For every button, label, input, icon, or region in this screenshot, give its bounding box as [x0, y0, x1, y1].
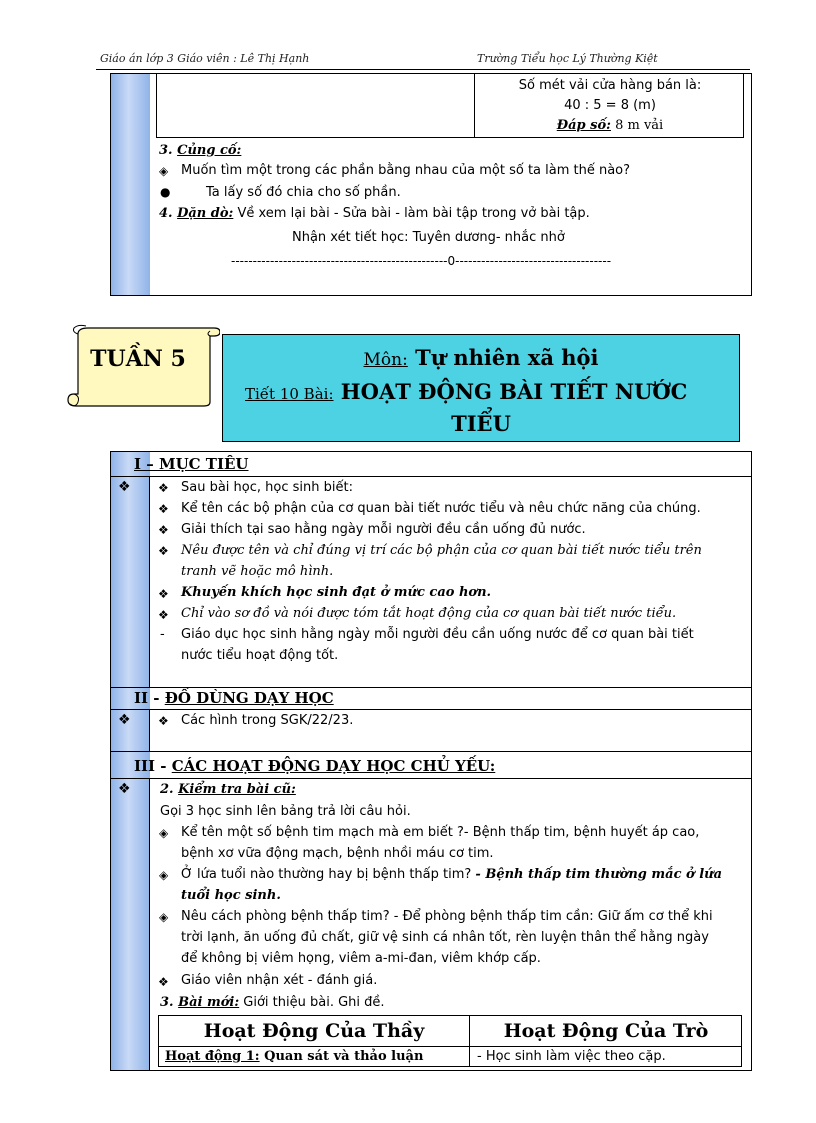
diamond-outline-icon: ◈ [159, 164, 169, 178]
objective-intro: Sau bài học, học sinh biết: [181, 480, 353, 495]
section-3-title: III - CÁC HOẠT ĐỘNG DẠY HỌC CHỦ YẾU: [134, 757, 496, 775]
lesson-title-box [222, 334, 740, 442]
remark-line: Nhận xét tiết học: Tuyên dương- nhắc nhở [292, 230, 565, 245]
header-left: Giáo án lớp 3 Giáo viên : Lê Thị Hạnh [100, 52, 310, 65]
subject-line: Môn: Tự nhiên xã hội [363, 345, 599, 370]
review-intro: Gọi 3 học sinh lên bảng trả lời câu hỏi. [160, 804, 411, 819]
cung-co-question: Muốn tìm một trong các phần bằng nhau của một số ta làm thế nào? [181, 163, 631, 178]
diamond-outline-icon: ◈ [159, 910, 169, 924]
review-heading: 2. Kiểm tra bài cũ: [160, 782, 296, 797]
review-q1-cont: bệnh xơ vữa động mạch, bệnh nhồi máu cơ tim. [181, 846, 494, 861]
four-diamond-icon: ❖ [158, 502, 169, 516]
diamond-outline-icon: ◈ [159, 868, 169, 882]
four-diamond-icon: ❖ [118, 479, 131, 495]
lesson-line-2: TIỂU [451, 411, 511, 436]
activity-1-student: - Học sinh làm việc theo cặp. [477, 1049, 666, 1064]
teacher-evaluation: Giáo viên nhận xét - đánh giá. [181, 973, 378, 988]
teacher-activity-header: Hoạt Động Của Thầy [203, 1020, 425, 1042]
activities-table [158, 1015, 742, 1067]
materials-item: Các hình trong SGK/22/23. [181, 713, 354, 728]
four-diamond-icon: ❖ [158, 587, 169, 601]
calc-line-1: Số mét vải cửa hàng bán là: [518, 78, 702, 93]
four-diamond-icon: ❖ [158, 975, 169, 989]
review-q1: Kể tên một số bệnh tim mạch mà em biết ?- Bệnh thấp tim, bệnh huyết áp cao, [181, 825, 700, 840]
four-diamond-icon: ❖ [158, 714, 169, 728]
objective-5: Giáo dục học sinh hằng ngày mỗi người đều cần uống nước để cơ quan bài tiết [181, 627, 694, 642]
dash-icon: - [160, 627, 165, 642]
review-q2: Ở lứa tuổi nào thường hay bị bệnh thấp tim? - Bệnh thấp tim thường mắc ở lứa [181, 867, 723, 882]
bullet-icon: ● [160, 185, 171, 199]
review-q3-cont: trời lạnh, ăn uống đủ chất, giữ vệ sinh cá nhân tốt, rèn luyện thân thể hằng ngày [181, 930, 709, 945]
dan-do-line: 4. Dặn dò: Về xem lại bài - Sửa bài - làm bài tập trong vở bài tập. [159, 206, 590, 221]
student-activity-header: Hoạt Động Của Trò [503, 1020, 709, 1042]
cung-co-heading: 3. Củng cố: [159, 143, 242, 158]
objective-4: Chỉ vào sơ đồ và nói được tóm tắt hoạt động của cơ quan bài tiết nước tiểu. [181, 606, 677, 621]
answer-value: 8 m vải [610, 118, 664, 133]
four-diamond-icon: ❖ [158, 544, 169, 558]
cung-co-answer: Ta lấy số đó chia cho số phần. [206, 185, 401, 200]
week-label: TUẦN 5 [90, 346, 186, 372]
objective-advanced: Khuyến khích học sinh đạt ở mức cao hơn. [181, 585, 492, 600]
four-diamond-icon: ❖ [158, 608, 169, 622]
header-rule [96, 69, 750, 70]
section-1-title: I – MỤC TIÊU [134, 455, 249, 473]
diamond-outline-icon: ◈ [159, 826, 169, 840]
answer-line [476, 118, 744, 133]
four-diamond-icon: ❖ [158, 481, 169, 495]
section-2-title: II - ĐỒ DÙNG DẠY HỌC [134, 689, 334, 707]
objective-5-cont: nước tiểu hoạt động tốt. [181, 648, 339, 663]
separator-line: --------------------------------------------------0------------------------------------ [231, 254, 612, 268]
activity-1-teacher: Hoạt động 1: Quan sát và thảo luận [165, 1049, 424, 1064]
answer-label: Đáp số: [556, 118, 611, 133]
review-q3-cont-2: để không bị viêm họng, viêm a-mi-đan, viêm khớp cấp. [181, 951, 541, 966]
left-margin-strip [111, 74, 150, 295]
review-q3: Nêu cách phòng bệnh thấp tim? - Để phòng bệnh thấp tim cần: Giữ ấm cơ thể khi [181, 909, 713, 924]
four-diamond-icon: ❖ [158, 523, 169, 537]
lesson-line: Tiết 10 Bài: HOẠT ĐỘNG BÀI TIẾT NƯỚC [245, 379, 688, 404]
objective-1: Kể tên các bộ phận của cơ quan bài tiết nước tiểu và nêu chức năng của chúng. [181, 501, 701, 516]
new-lesson-line: 3. Bài mới: Giới thiệu bài. Ghi đề. [160, 995, 385, 1010]
objective-2: Giải thích tại sao hằng ngày mỗi người đều cần uống đủ nước. [181, 522, 586, 537]
four-diamond-icon: ❖ [118, 781, 131, 797]
objective-3: Nêu được tên và chỉ đúng vị trí các bộ phận của cơ quan bài tiết nước tiểu trên [181, 543, 702, 558]
objective-3-cont: tranh vẽ hoặc mô hình. [181, 564, 334, 579]
review-q2-cont: tuổi học sinh. [181, 888, 281, 903]
header-right: Trường Tiểu học Lý Thường Kiệt [477, 52, 658, 65]
calc-line-2: 40 : 5 = 8 (m) [564, 98, 656, 113]
four-diamond-icon: ❖ [118, 712, 131, 728]
